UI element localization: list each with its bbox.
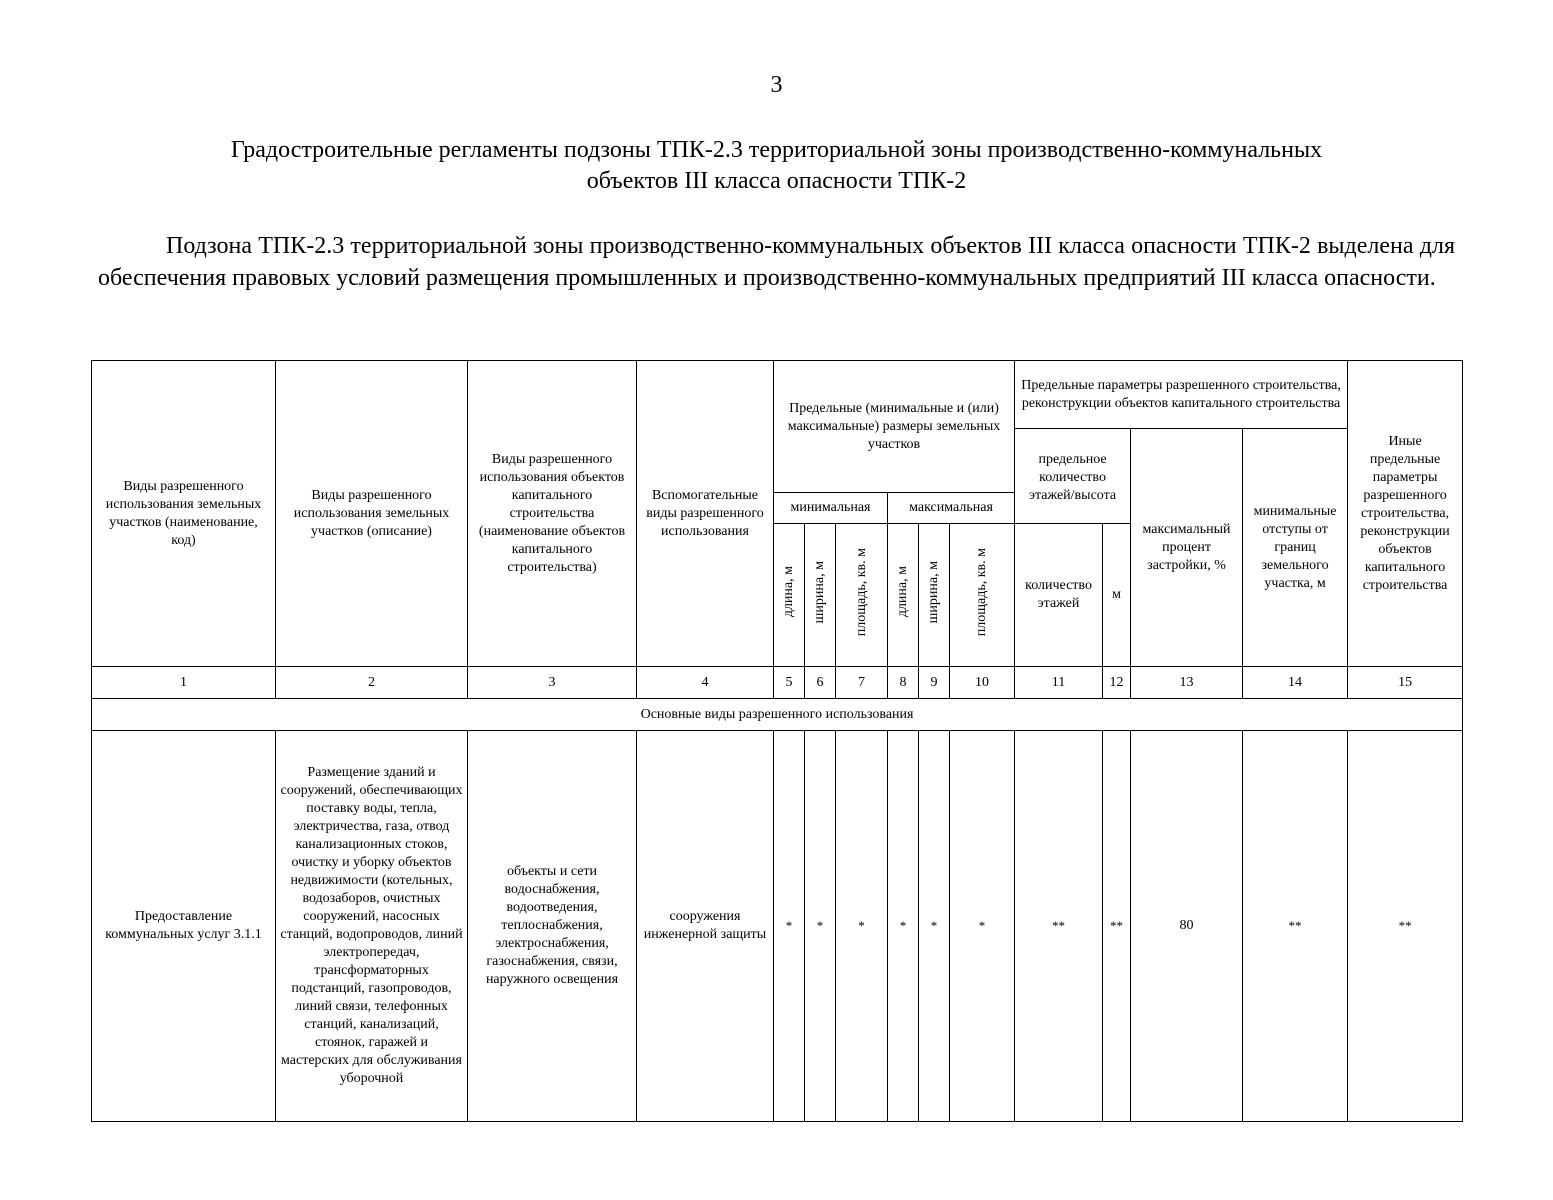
header-max-area: площадь, кв. м: [950, 524, 1015, 667]
row-max-area: *: [950, 731, 1015, 1122]
column-number: 4: [637, 667, 774, 699]
header-max-length: длина, м: [888, 524, 919, 667]
column-numbers-row: [92, 667, 1463, 699]
column-number: 3: [468, 667, 637, 699]
row-floors: **: [1015, 731, 1103, 1122]
title-line-2: объектов III класса опасности ТПК-2: [586, 168, 967, 194]
header-meters: м: [1103, 524, 1131, 667]
column-number: 7: [836, 667, 888, 699]
column-number: 2: [276, 667, 468, 699]
header-min-length: длина, м: [774, 524, 805, 667]
column-number: 11: [1015, 667, 1103, 699]
header-maximal: максимальная: [888, 493, 1015, 524]
header-min-width: ширина, м: [805, 524, 836, 667]
row-min-length: *: [774, 731, 805, 1122]
header-minimal: минимальная: [774, 493, 888, 524]
table-row: [92, 731, 1463, 1122]
title-line-1: Градостроительные регламенты подзоны ТПК-2.3 территориальной зоны производственно-коммунальных: [230, 137, 1323, 163]
document-title: [100, 135, 1453, 197]
column-number: 1: [92, 667, 276, 699]
row-height-m: **: [1103, 731, 1131, 1122]
header-floors-height: предельное количество этажей/высота: [1015, 429, 1131, 524]
header-plot-sizes: Предельные (минимальные и (или) максимальные) размеры земельных участков: [774, 361, 1015, 493]
header-other-params: Иные предельные параметры разрешенного строительства, реконструкции объектов капитального строительства: [1348, 361, 1463, 667]
header-use-name: Виды разрешенного использования земельных участков (наименование, код): [92, 361, 276, 667]
column-number: 6: [805, 667, 836, 699]
regulations-table: [91, 360, 1463, 1122]
column-number: 9: [919, 667, 950, 699]
row-min-width: *: [805, 731, 836, 1122]
header-min-offsets: минимальные отступы от границ земельного участка, м: [1243, 429, 1348, 667]
row-max-length: *: [888, 731, 919, 1122]
header-build-params: Предельные параметры разрешенного строительства, реконструкции объектов капитального строительства: [1015, 361, 1348, 429]
column-number: 5: [774, 667, 805, 699]
intro-paragraph: Подзона ТПК-2.3 территориальной зоны производственно-коммунальных объектов III класса опасности ТПК-2 выделена для обеспечения правовых условий размещения промышленных и производственно-коммунальных предприятий III класса опасности.: [98, 233, 1455, 291]
header-capital-objects: Виды разрешенного использования объектов капитального строительства (наименование объектов капитального строительства): [468, 361, 637, 667]
row-min-offset: **: [1243, 731, 1348, 1122]
header-auxiliary-uses: Вспомогательные виды разрешенного использования: [637, 361, 774, 667]
column-number: 15: [1348, 667, 1463, 699]
column-number: 10: [950, 667, 1015, 699]
row-min-area: *: [836, 731, 888, 1122]
header-max-percent: максимальный процент застройки, %: [1131, 429, 1243, 667]
row-auxiliary: сооружения инженерной защиты: [637, 731, 774, 1122]
row-other: **: [1348, 731, 1463, 1122]
column-number: 8: [888, 667, 919, 699]
column-number: 14: [1243, 667, 1348, 699]
column-number: 13: [1131, 667, 1243, 699]
section-title: Основные виды разрешенного использования: [92, 699, 1463, 731]
row-max-width: *: [919, 731, 950, 1122]
header-use-description: Виды разрешенного использования земельных участков (описание): [276, 361, 468, 667]
header-min-area: площадь, кв. м: [836, 524, 888, 667]
header-max-width: ширина, м: [919, 524, 950, 667]
row-max-percent: 80: [1131, 731, 1243, 1122]
header-floor-count: количество этажей: [1015, 524, 1103, 667]
column-number: 12: [1103, 667, 1131, 699]
row-description: Размещение зданий и сооружений, обеспечивающих поставку воды, тепла, электричества, газа, отвод канализационных стоков, очистку и уборку объектов недвижимости (котельных, водозаборов, очистных сооружений, насосных станций, водопроводов, линий электропередач, трансформаторных подстанций, газопроводов, линий связи, телефонных станций, канализаций, стоянок, гаражей и мастерских для обслуживания уборочной: [276, 731, 468, 1122]
row-objects: объекты и сети водоснабжения, водоотведения, теплоснабжения, электроснабжения, газоснабжения, связи, наружного освещения: [468, 731, 637, 1122]
row-use-name: Предоставление коммунальных услуг 3.1.1: [92, 731, 276, 1122]
page-number: 3: [770, 72, 783, 98]
